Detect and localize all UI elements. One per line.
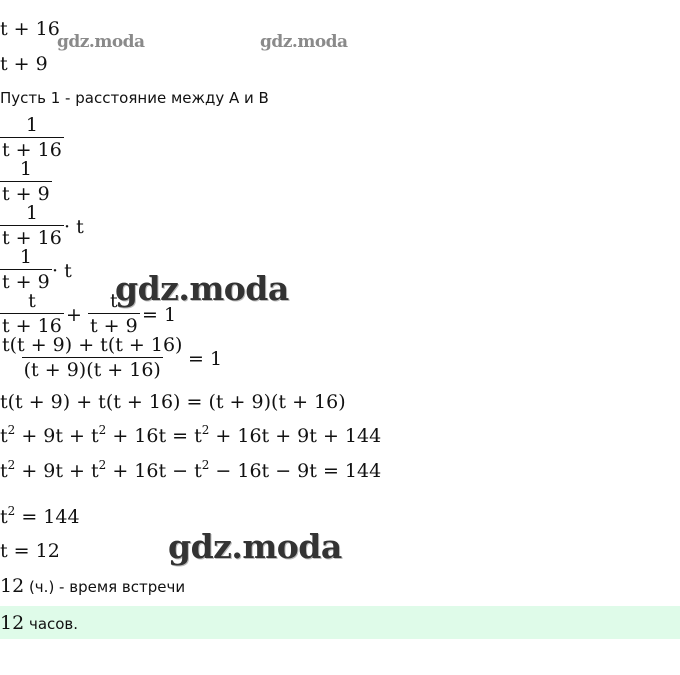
numerator: 1 (19, 246, 32, 268)
plus-sign: + (66, 304, 82, 326)
equation-t-equals-12: t = 12 (0, 540, 60, 562)
equation-squared-1 (0, 423, 382, 447)
answer-number: 12 (0, 612, 25, 634)
times-t: · t (52, 260, 72, 282)
term: t (0, 460, 8, 482)
fraction-1-over-t9-times-t (0, 248, 52, 292)
meeting-text: (ч.) - время встречи (24, 578, 186, 596)
term: + 16t − t (106, 460, 202, 482)
term: + 9t + t (15, 460, 99, 482)
answer-text: часов. (24, 615, 79, 633)
meeting-time-line (0, 577, 185, 597)
fraction-t-over-t16 (0, 292, 64, 336)
term: t (0, 506, 8, 528)
denominator: t + 16 (2, 315, 62, 337)
exponent: 2 (201, 458, 210, 472)
expr-t-plus-9: t + 9 (0, 53, 48, 75)
denominator: t + 9 (2, 271, 50, 293)
fraction-combined (0, 336, 184, 380)
answer-line (0, 614, 78, 634)
meeting-number: 12 (0, 575, 25, 597)
denominator: t + 16 (2, 227, 62, 249)
denominator: (t + 9)(t + 16) (23, 359, 161, 381)
term: − 16t − 9t = 144 (209, 460, 382, 482)
equation-expand: t(t + 9) + t(t + 16) = (t + 9)(t + 16) (0, 391, 346, 413)
term: + 16t = t (106, 425, 202, 447)
equation-t-squared (0, 504, 80, 528)
term: + 9t + t (15, 425, 99, 447)
fraction-1-over-t9 (0, 160, 52, 204)
numerator: t (110, 290, 118, 312)
equals-one: = 1 (142, 304, 177, 326)
term: + 16t + 9t + 144 (209, 425, 382, 447)
equals-one: = 1 (188, 348, 223, 370)
fraction-t-over-t9 (88, 292, 140, 336)
term: = 144 (15, 506, 80, 528)
let-statement: Пусть 1 - расстояние между А и В (0, 89, 269, 107)
watermark: gdz.moda (57, 32, 145, 52)
answer-box (0, 606, 680, 639)
fraction-1-over-t16 (0, 116, 64, 160)
watermark: gdz.moda (115, 269, 289, 308)
numerator: 1 (25, 202, 38, 224)
times-t: · t (64, 216, 84, 238)
numerator: 1 (25, 114, 38, 136)
exponent: 2 (98, 458, 107, 472)
numerator: 1 (19, 158, 32, 180)
exponent: 2 (7, 458, 16, 472)
numerator: t (28, 290, 36, 312)
exponent: 2 (201, 423, 210, 437)
denominator: t + 9 (90, 315, 138, 337)
denominator: t + 16 (2, 139, 62, 161)
fraction-1-over-t16-times-t (0, 204, 64, 248)
expr-t-plus-16: t + 16 (0, 18, 60, 40)
watermark: gdz.moda (168, 527, 342, 566)
exponent: 2 (7, 504, 16, 518)
numerator: t(t + 9) + t(t + 16) (2, 334, 183, 356)
equation-squared-2 (0, 458, 382, 482)
exponent: 2 (7, 423, 16, 437)
term: t (0, 425, 8, 447)
exponent: 2 (98, 423, 107, 437)
watermark: gdz.moda (260, 32, 348, 52)
denominator: t + 9 (2, 183, 50, 205)
